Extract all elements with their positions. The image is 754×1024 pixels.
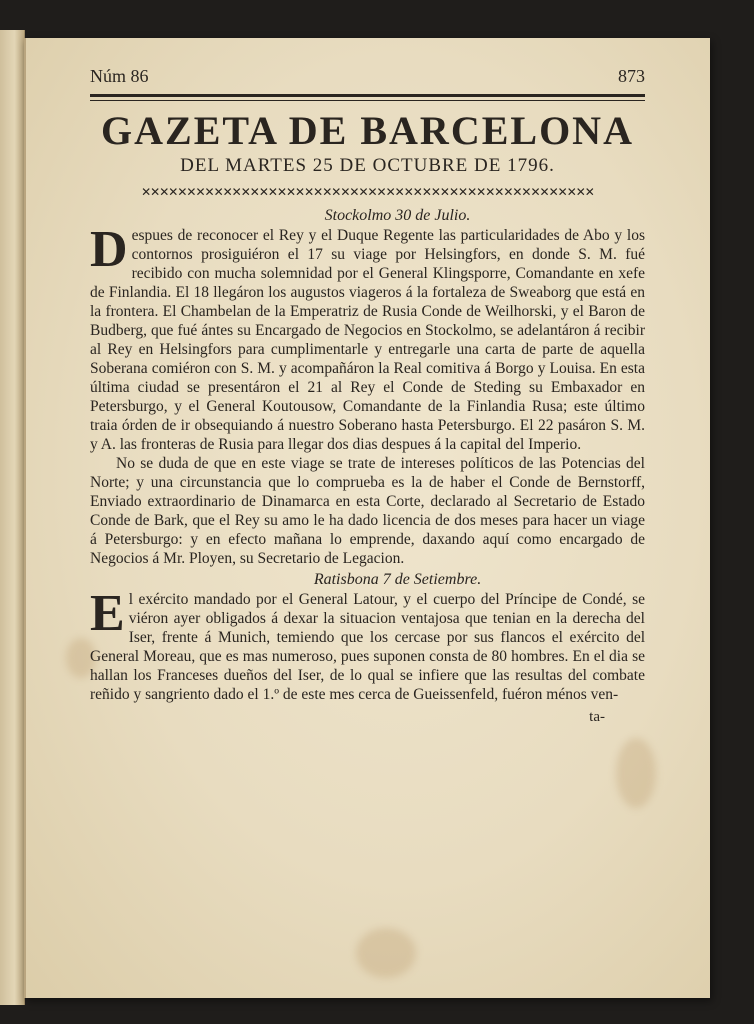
catchword: ta- [589, 709, 605, 725]
page-number: 873 [618, 66, 645, 86]
newspaper-page [24, 38, 710, 998]
article-paragraph [90, 585, 645, 704]
issue-number: Núm 86 [90, 66, 149, 86]
drop-cap-initial: E [90, 585, 125, 642]
issue-date: DEL MARTES 25 DE OCTUBRE DE 1796. [180, 155, 555, 176]
ornamental-divider: ✕✕✕✕✕✕✕✕✕✕✕✕✕✕✕✕✕✕✕✕✕✕✕✕✕✕✕✕✕✕✕✕✕✕✕✕✕✕✕✕✕✕✕✕✕✕✕✕✕✕ [141, 185, 594, 199]
drop-cap-initial: D [90, 221, 128, 278]
article-paragraph [90, 221, 645, 454]
paper-stain [616, 738, 656, 808]
page-header [90, 66, 645, 86]
article-dateline: Stockolmo 30 de Julio. [324, 207, 471, 224]
page-content [90, 66, 645, 726]
article-ratisbona [90, 570, 645, 704]
article-dateline: Ratisbona 7 de Setiembre. [313, 571, 482, 588]
article-stockolmo [90, 206, 645, 568]
paragraph-text: espues de reconocer el Rey y el Duque Regente las particularidades de Abo y los contornos prosiguiéron el 17 su viage por Helsingfors, en donde S. M. fué recibido con mucha solemnidad por el General Klingsporre, Comandante en xefe de Finlandia. El 18 llegáron los augustos viageros á la fortaleza de Sweaborg que está en la frontera. El Chambelan de la Emperatriz de Rusia Conde de Weilhorski, y el Baron de Budberg, que fué ántes su Encargado de Negocios en Stockolmo, se adelantáron á recibir al Rey en Helsingfors para cumplimentarle y entregarle una carta de parte de aquella Soberana comiéron con S. M. y acompañáron la Real comitiva á Borgo y Louisa. En esta última ciudad se presentáron el 21 al Rey el Conde de Steding su Embaxador en Petersburgo, y el General Koutousow, Comandante de la Finlandia Rusa; este último traia órden de ir obsequiando á nuestro Soberano hasta Petersburgo. El 22 pasáron S. M. y A. las fronteras de Rusia para llegar dos dias despues á la capital del Imperio. [90, 227, 645, 453]
paper-stain [356, 928, 416, 978]
newspaper-title: GAZETA DE BARCELONA [101, 108, 634, 153]
article-paragraph: No se duda de que en este viage se trate de intereses políticos de las Potencias del Norte; y una circunstancia que lo comprueba es la de haber el Conde de Bernstorff, Enviado extraordinario de Dinamarca en esta Corte, declarado al Secretario de Estado Conde de Bark, que el Rey su amo le ha dado licencia de dos meses para hacer un viage á Petersburgo: y en efecto mañana lo emprende, daxando aquí como encargado de Negocios á Mr. Ployen, su Secretario de Legacion. [90, 455, 645, 567]
header-rule-thin [90, 100, 645, 101]
book-spine-edge [0, 30, 25, 1005]
paragraph-text: l exército mandado por el General Latour, y el cuerpo del Príncipe de Condé, se viéron ayer obligados á dexar la situacion ventajosa que tenian en la derecha del Iser, frente á Munich, temiendo que los cercase por sus flancos el exército del General Moreau, que es mas numeroso, pues suponen consta de 80 hombres. En el dia se hallan los Franceses dueños del Iser, de lo qual se infiere que las resultas del combate reñido y sangriento dado el 1.º de este mes cerca de Gueissenfeld, fuéron ménos ven- [90, 591, 645, 703]
header-rule-thick [90, 94, 645, 97]
